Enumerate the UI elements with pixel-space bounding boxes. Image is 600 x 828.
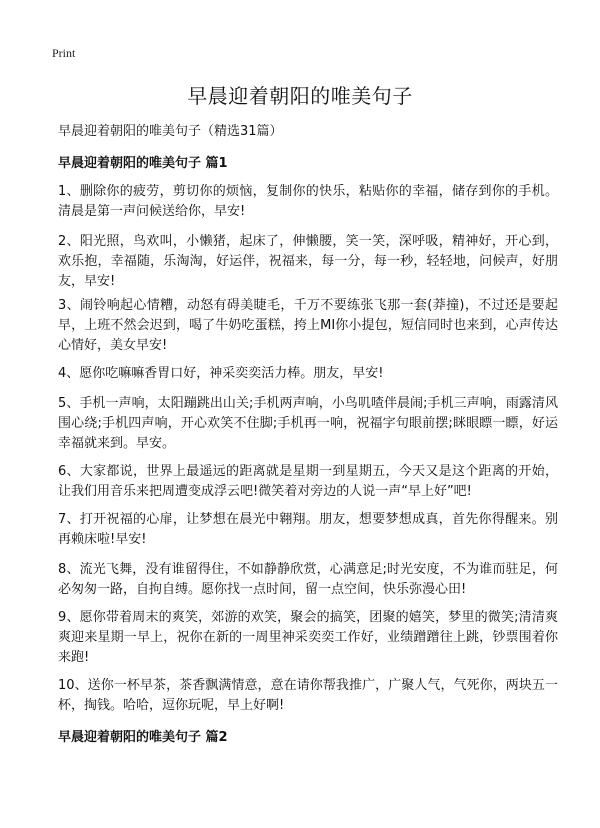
paragraph-5: 5、手机一声响，太阳蹦跳出山关;手机两声响，小鸟叽喳伴晨闹;手机三声响，雨露清风围心绕;手机四声响，开心欢笑不住脚;手机再一响，祝福字句眼前摆;眯眼瞟一瞟，好运幸福就来到。早安。 — [58, 396, 558, 451]
paragraph-4: 4、愿你吃嘛嘛香胃口好，神采奕奕活力棒。朋友，早安! — [58, 366, 384, 381]
paragraph-1: 1、删除你的疲劳，剪切你的烦恼，复制你的快乐，粘贴你的幸福，储存到你的手机。清晨是第一声问候送给你，早安! — [58, 184, 558, 219]
page-title: 早晨迎着朝阳的唯美句子 — [187, 84, 413, 108]
paragraph-10: 10、送你一杯早茶，茶香飘满情意，意在请你帮我推广，广聚人气，气死你，两块五一杯，掏钱。哈哈，逗你玩呢，早上好啊! — [58, 678, 558, 713]
document-subtitle: 早晨迎着朝阳的唯美句子（精选31篇） — [58, 124, 283, 139]
paragraph-6: 6、大家都说，世界上最遥远的距离就是星期一到星期五，今天又是这个距离的开始，让我们用音乐来把周遭变成浮云吧!微笑着对旁边的人说一声“早上好”吧! — [58, 464, 558, 499]
paragraph-9: 9、愿你带着周末的爽笑，郊游的欢笑，聚会的搞笑，团聚的嬉笑，梦里的微笑;清清爽爽迎来星期一早上，祝你在新的一周里神采奕奕工作好，业绩蹭蹭往上跳，钞票围着你来跑! — [58, 610, 558, 665]
paragraph-8: 8、流光飞舞，没有谁留得住，不如静静欣赏，心满意足;时光安度，不为谁而驻足，何必匆匆一路，自拘自缚。愿你找一点时间，留一点空间，快乐弥漫心田! — [58, 562, 558, 597]
paragraph-3: 3、闹铃响起心情糟，动怒有碍美睫毛，千万不要练张飞那一套(莽撞)，不过还是要起早，上班不然会迟到，喝了牛奶吃蛋糕，挎上MI你小提包，短信同时也来到，心声传达心情好，美女早安! — [58, 298, 558, 353]
paragraph-2: 2、阳光照，鸟欢叫，小懒猪，起床了，伸懒腰，笑一笑，深呼吸，精神好，开心到，欢乐抱，幸福随，乐淘淘，好运伴，祝福来，每一分，每一秒，轻轻地，问候声，好朋友，早安! — [58, 234, 558, 289]
print-link[interactable]: Print — [52, 46, 76, 60]
section-heading-1: 早晨迎着朝阳的唯美句子 篇1 — [58, 156, 228, 171]
paragraph-7: 7、打开祝福的心扉，让梦想在晨光中翱翔。朋友，想要梦想成真，首先你得醒来。别再赖床啦!早安! — [58, 512, 558, 547]
section-heading-2: 早晨迎着朝阳的唯美句子 篇2 — [58, 730, 228, 745]
